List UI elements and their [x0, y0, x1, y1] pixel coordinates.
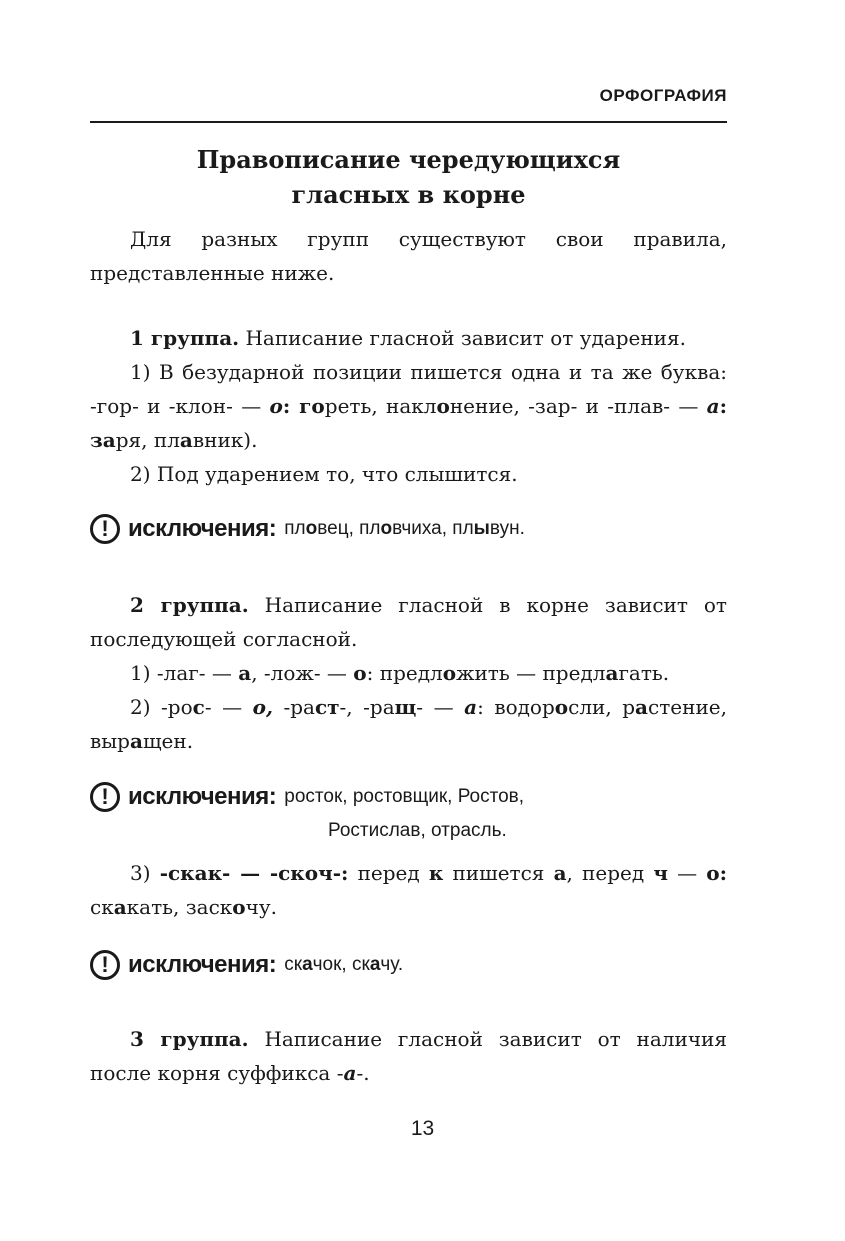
title-line-1: Правописание чередующихся [196, 145, 621, 174]
emphasis-letter: а [302, 954, 313, 975]
emphasis-letter: с [192, 695, 205, 719]
emphasis-letter: ы [473, 518, 490, 539]
group-2-rule-3-block [90, 856, 727, 924]
emphasis-letter: о [380, 518, 393, 539]
emphasis-letter: о [232, 895, 246, 919]
group-1-description: Написание гласной зависит от ударения. [239, 326, 686, 350]
exceptions-words-line-1: росток, ростовщик, Ростов, [284, 786, 525, 807]
text: ск [90, 895, 114, 919]
group-1-exceptions [90, 512, 727, 546]
exceptions-words-line-2: Ростислав, отрасль. [328, 820, 507, 841]
text: 1) -лаг- — [130, 661, 239, 685]
emphasis-letter: а [238, 661, 252, 685]
group-2 [90, 588, 727, 758]
text: гать. [618, 661, 670, 685]
emphasis-letter: а [179, 428, 193, 452]
emphasis-letter: о: [706, 861, 728, 885]
group-1-rule-2: 2) Под ударением то, что слышится. [130, 462, 518, 486]
text: щен. [142, 729, 194, 753]
group-2-rule-3 [90, 856, 727, 924]
text: вчиха, [392, 518, 453, 539]
group-2-exceptions-2 [90, 948, 727, 982]
intro-line-2: представленные ниже. [90, 261, 335, 285]
text: чу. [380, 954, 404, 975]
text: : предл [366, 661, 443, 685]
emphasis-text: -скак- — -скоч-: [159, 861, 349, 885]
emphasis-letter: а [113, 895, 127, 919]
text: , перед [566, 861, 654, 885]
text: -, -ра [339, 695, 395, 719]
text: чок, [312, 954, 352, 975]
intro-line-1: Для разных групп существуют свои правила, [130, 227, 727, 251]
text: нение, -зар- и -плав- — [449, 394, 707, 418]
text: пл [284, 518, 306, 539]
text: -. [356, 1061, 370, 1085]
group-1 [90, 321, 727, 491]
header-divider [90, 121, 727, 123]
emphasis-letter: о [305, 518, 318, 539]
group-1-rule-1 [90, 355, 727, 457]
exclamation-circle-icon: ! [90, 782, 120, 812]
emphasis-letter: а [102, 428, 116, 452]
emphasis-letter: о [353, 661, 367, 685]
text: реть, накл [324, 394, 437, 418]
text: , -лож- — [251, 661, 354, 685]
page-number: 13 [410, 1117, 435, 1140]
emphasis-letter: о, [252, 695, 273, 719]
group-2-heading [90, 588, 727, 656]
emphasis-letter: о [436, 394, 450, 418]
emphasis-letter: а [635, 695, 649, 719]
emphasis-letter: а [464, 695, 478, 719]
intro-paragraph [90, 222, 727, 290]
text: жить — предл [456, 661, 606, 685]
group-3-suffix: а [343, 1061, 357, 1085]
text: 2) -ро [130, 695, 193, 719]
page-title [90, 142, 727, 212]
text: ря, пл [115, 428, 180, 452]
text: ск [284, 954, 303, 975]
text: стение, выр [90, 695, 727, 753]
group-2-label: 2 группа. [130, 593, 249, 617]
group-3-heading [90, 1022, 727, 1090]
exceptions-label: исключения: [128, 951, 277, 978]
emphasis-letter: а [129, 729, 143, 753]
group-1-label: 1 группа. [130, 326, 240, 350]
emphasis-letter: ч [653, 861, 668, 885]
group-2-rule-1 [90, 656, 727, 690]
emphasis-letter: о [554, 695, 569, 719]
text: вник). [192, 428, 258, 452]
text: пишется [443, 861, 554, 885]
emphasis-letter: а [369, 954, 381, 975]
exclamation-circle-icon: ! [90, 950, 120, 980]
text: пл [359, 518, 381, 539]
text: : з [90, 394, 727, 452]
text: - — [204, 695, 253, 719]
text: - — [416, 695, 465, 719]
emphasis-letter: а [605, 661, 619, 685]
emphasis-letter: ст [314, 695, 340, 719]
text: кать, заск [126, 895, 233, 919]
text: : водор [477, 695, 555, 719]
emphasis-letter: к [428, 861, 444, 885]
text: вун. [489, 518, 525, 539]
emphasis-letter: о [269, 394, 283, 418]
emphasis-letter: о [442, 661, 457, 685]
text: 3) [130, 861, 160, 885]
text: чу. [245, 895, 277, 919]
text: сли, р [568, 695, 636, 719]
emphasis-letter: щ [394, 695, 417, 719]
group-2-rule-2 [90, 690, 727, 758]
emphasis-letter: а [553, 861, 567, 885]
emphasis-letter: а [706, 394, 720, 418]
group-2-exceptions-1 [90, 780, 727, 848]
text: -ра [272, 695, 315, 719]
exceptions-words [284, 954, 403, 976]
text: пл [452, 518, 474, 539]
emphasis-letter: о [311, 394, 325, 418]
exceptions-label: исключения: [128, 783, 277, 810]
text: вец, [317, 518, 360, 539]
group-3 [90, 1022, 727, 1090]
exceptions-label: исключения: [128, 515, 277, 542]
group-3-description: Написание гласной зависит от наличия после корня суффикса - [90, 1027, 728, 1085]
group-1-heading [90, 321, 727, 355]
text: — [667, 861, 707, 885]
text: перед [348, 861, 429, 885]
exceptions-words [284, 518, 525, 540]
group-2-description: Написание гласной в корне зависит от последующей согласной. [90, 593, 727, 651]
exclamation-circle-icon: ! [90, 514, 120, 544]
text: 1) В безударной позиции пишется одна и та же буква: -гор- и -клон- — [90, 360, 727, 418]
text: : г [282, 394, 312, 418]
text: ск [352, 954, 370, 975]
title-line-2: гласных в корне [291, 180, 526, 209]
running-header: ОРФОГРАФИЯ [599, 86, 727, 105]
group-3-label: 3 группа. [130, 1027, 249, 1051]
